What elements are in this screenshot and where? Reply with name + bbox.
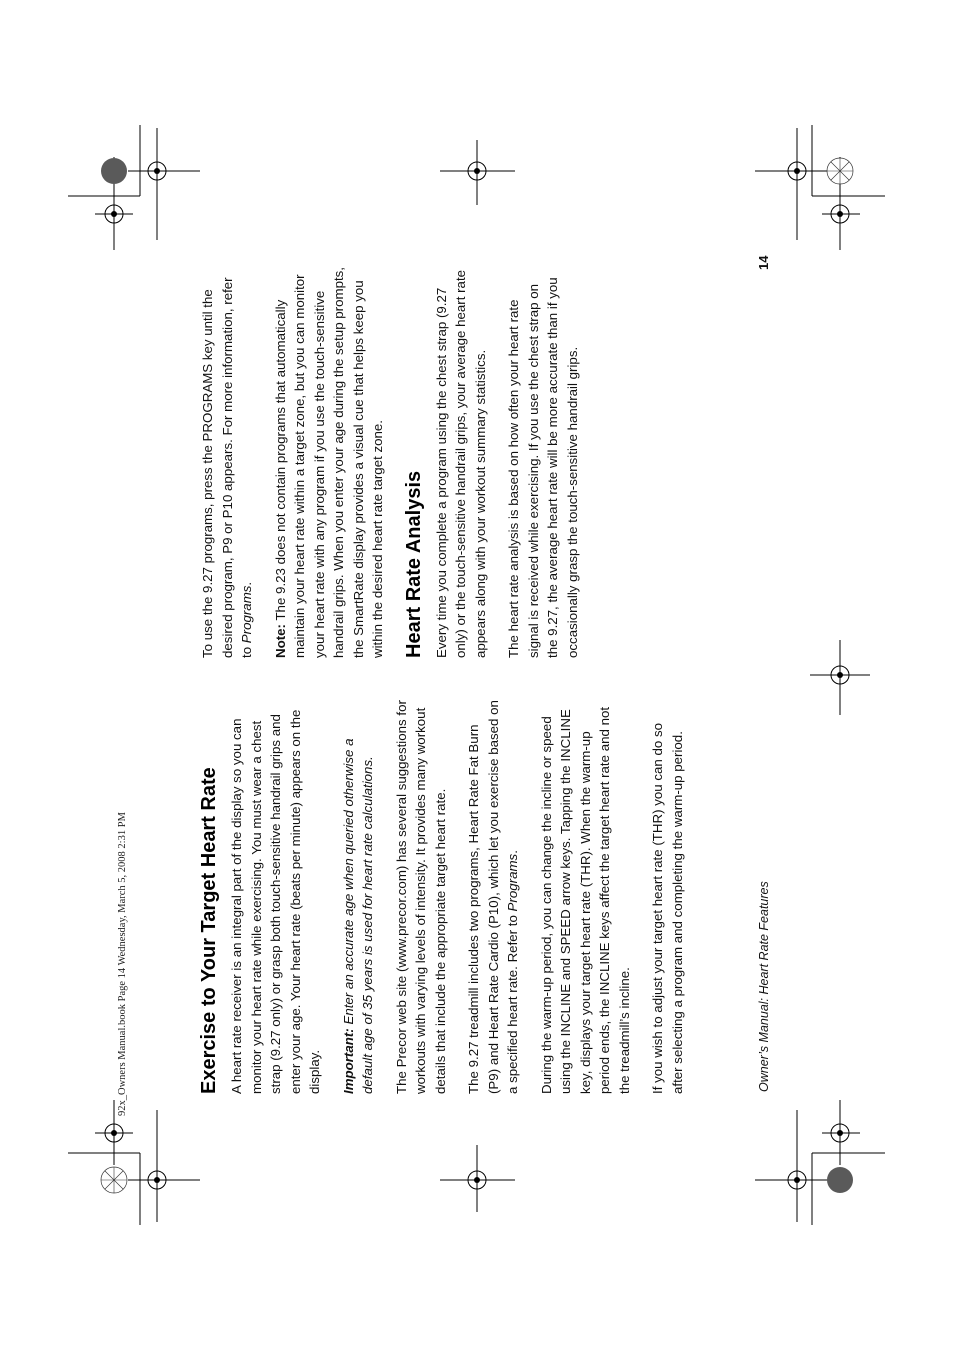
paragraph: Every time you complete a program using the chest strap (9.27 only) or the touch-sensitive handrail grips, your average heart rate appears along with your workout summary statistics. [433, 269, 488, 658]
note-label: Note: [272, 624, 288, 658]
paragraph: During the warm-up period, you can change the incline or speed using the INCLINE and SPEED arrow keys. Tapping the INCLINE key, displays your target heart rate (THR). When the warm-up period ends, the INCLINE keys affect the target heart rate and not the treadmill’s incline. [538, 706, 632, 1094]
section-title-heart-rate-analysis: Heart Rate Analysis [402, 470, 425, 658]
paragraph [464, 699, 523, 1094]
left-column [197, 699, 701, 1094]
programs-reference: Programs [505, 853, 520, 912]
right-column [198, 263, 596, 658]
paragraph: If you wish to adjust your target heart rate (THR) you can do so after selecting a program and completing the warm-up period. [650, 722, 685, 1094]
paragraph-text: The 9.27 treadmill includes two programs, Heart Rate Fat Burn (P9) and Heart Rate Cardio (P10), which let you exercise based on a specified heart rate. Refer to [466, 700, 520, 1094]
running-footer: Owner’s Manual: Heart Rate Features [757, 881, 771, 1092]
paragraph [198, 263, 257, 658]
programs-reference: Programs [239, 585, 254, 644]
note-text: The 9.23 does not contain programs that automatically maintain your heart rate within a target zone, but you can monitor your heart rate with any program if you use the touch-sensitive handrail grips. When you enter your age during the setup prompts, the SmartRate display provides a visual cue that helps keep you within the desired heart rate target zone. [272, 266, 385, 658]
important-paragraph [339, 699, 378, 1094]
paragraph-end: . [239, 581, 254, 586]
important-label: Important: [340, 1028, 356, 1094]
note-paragraph [271, 263, 388, 658]
paragraph: The Precor web site (www.precor.com) has several suggestions for workouts with varying levels of intensity. It provides many workout details that include the appropriate target heart rate. [393, 700, 448, 1094]
paragraph: A heart rate receiver is an integral part of the display so you can monitor your heart rate while exercising. You must wear a chest strap (9.27 only) or grasp both touch-sensitive handrail grips and enter your age. Your heart rate (beats per minute) appears on the display. [229, 709, 322, 1094]
paragraph-end: . [505, 850, 520, 854]
paragraph-text: To use the 9.27 programs, press the PROGRAMS key until the desired program, P9 or P10 appears. For more information, refer to [200, 277, 254, 658]
page-number: 14 [756, 255, 771, 270]
paragraph: The heart rate analysis is based on how often your heart rate signal is received while exercising. If you use the chest strap on the 9.27, the average heart rate will be more accurate than if you occasionally grasp the touch-sensitive handrail grips. [506, 277, 580, 658]
print-slug: 92x_Owners Manual.book Page 14 Wednesday, March 5, 2008 2:31 PM [117, 812, 128, 1116]
important-text: Enter an accurate age when queried otherwise a default age of 35 years is used for heart rate calculations. [340, 738, 375, 1094]
section-title-target-heart-rate: Exercise to Your Target Heart Rate [198, 767, 220, 1094]
